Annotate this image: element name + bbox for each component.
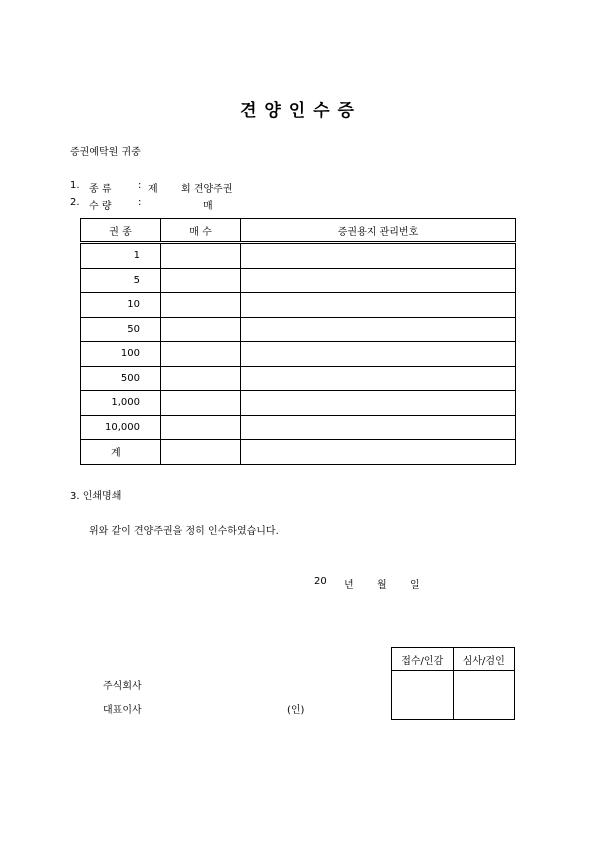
total-serial-cell: [241, 440, 516, 465]
kind-separator: :: [138, 180, 142, 191]
quantity-number: 2.: [70, 197, 80, 208]
table-row: [81, 415, 516, 440]
denomination-cell: 50: [81, 317, 161, 342]
count-cell: [161, 293, 241, 318]
date-month: 월: [377, 580, 387, 591]
seal-mark: (인): [287, 705, 305, 716]
header-count: 매 수: [161, 219, 241, 243]
approval-received-header: 접수/인감: [392, 648, 454, 671]
count-cell: [161, 268, 241, 293]
count-cell: [161, 243, 241, 269]
serial-cell: [241, 243, 516, 269]
serial-cell: [241, 415, 516, 440]
table-row: [81, 391, 516, 416]
kind-number: 1.: [70, 180, 80, 191]
date-day: 일: [410, 580, 420, 591]
printer-item: 3. 인쇄명쇄: [70, 491, 122, 502]
serial-cell: [241, 366, 516, 391]
table-row: [81, 317, 516, 342]
quantity-separator: :: [138, 197, 142, 208]
header-denomination: 권 종: [81, 219, 161, 243]
denomination-cell: 1,000: [81, 391, 161, 416]
count-cell: [161, 391, 241, 416]
serial-cell: [241, 391, 516, 416]
quantity-unit: 매: [203, 201, 213, 212]
table-row: [81, 366, 516, 391]
serial-cell: [241, 293, 516, 318]
count-cell: [161, 317, 241, 342]
total-label: 계: [81, 440, 161, 465]
approval-box: [391, 647, 515, 720]
denomination-cell: 10,000: [81, 415, 161, 440]
kind-suffix: 회 견양주권: [181, 184, 233, 195]
header-serial: 증권용지 관리번호: [241, 219, 516, 243]
table-row: [81, 342, 516, 367]
approval-received-slot: [392, 671, 454, 720]
statement: 위와 같이 견양주권을 정히 인수하였습니다.: [89, 526, 279, 537]
count-cell: [161, 366, 241, 391]
approval-review-header: 심사/검인: [453, 648, 515, 671]
date-year: 년: [344, 580, 354, 591]
count-cell: [161, 415, 241, 440]
table-row: [81, 243, 516, 269]
table-row: [81, 268, 516, 293]
denomination-cell: 5: [81, 268, 161, 293]
serial-cell: [241, 342, 516, 367]
approval-review-slot: [453, 671, 515, 720]
table-header-row: [81, 219, 516, 243]
count-cell: [161, 342, 241, 367]
table-row: [81, 293, 516, 318]
document-title: 견 양 인 수 증: [240, 101, 355, 121]
company-label: 주식회사: [103, 681, 142, 692]
ceo-label: 대표이사: [103, 705, 142, 716]
kind-label: 종 류: [89, 184, 112, 195]
total-count-cell: [161, 440, 241, 465]
denomination-cell: 1: [81, 243, 161, 269]
addressee: 증권예탁원 귀중: [70, 147, 141, 158]
table-total-row: [81, 440, 516, 465]
date-year-prefix: 20: [314, 576, 327, 587]
serial-cell: [241, 268, 516, 293]
kind-prefix: 제: [148, 184, 158, 195]
denomination-cell: 10: [81, 293, 161, 318]
denomination-table: [80, 218, 516, 465]
denomination-cell: 100: [81, 342, 161, 367]
quantity-label: 수 량: [89, 201, 112, 212]
serial-cell: [241, 317, 516, 342]
denomination-cell: 500: [81, 366, 161, 391]
